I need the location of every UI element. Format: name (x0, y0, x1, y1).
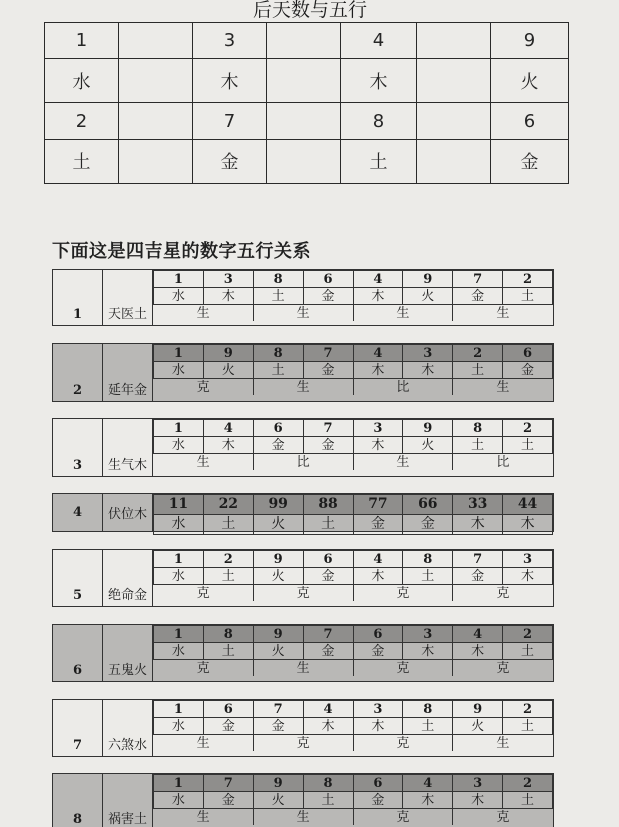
star-element: 木 (453, 792, 503, 809)
star-element: 金 (303, 362, 353, 379)
star-number: 2 (503, 701, 553, 718)
star-relation: 克 (196, 379, 210, 395)
houtian-cell: 土 (341, 139, 417, 183)
star-relation: 克 (353, 735, 453, 752)
star-number: 8 (403, 551, 453, 568)
star-element: 水 (154, 718, 204, 735)
star-number: 44 (503, 495, 553, 515)
star-relation: 生 (253, 809, 353, 826)
houtian-cell: 4 (341, 23, 417, 59)
star-element: 土 (403, 568, 453, 585)
star-number: 7 (253, 701, 303, 718)
houtian-cell (417, 139, 491, 183)
star-number: 6 (503, 345, 553, 362)
star-element: 土 (403, 718, 453, 735)
star-number: 4 (453, 626, 503, 643)
star-number: 3 (403, 345, 453, 362)
star-element: 木 (203, 288, 253, 305)
section-title: 下面这是四吉星的数字五行关系 (52, 241, 311, 262)
star-element: 水 (154, 568, 204, 585)
star-index: 8 (53, 774, 103, 827)
star-element: 金 (453, 568, 503, 585)
star-block (52, 624, 554, 682)
star-block (52, 343, 554, 402)
star-element: 木 (503, 568, 553, 585)
star-element: 金 (203, 718, 253, 735)
star-index: 5 (53, 550, 103, 606)
star-element: 金 (253, 437, 303, 454)
star-number: 9 (453, 701, 503, 718)
star-number: 2 (453, 345, 503, 362)
star-element: 水 (154, 792, 204, 809)
star-element: 土 (503, 718, 553, 735)
star-element: 火 (403, 288, 453, 305)
star-element: 金 (253, 718, 303, 735)
houtian-cell: 2 (45, 103, 119, 139)
star-number: 2 (503, 271, 553, 288)
star-name: 祸害土 (103, 774, 153, 827)
star-relation: 生 (353, 305, 453, 322)
star-element: 土 (303, 515, 353, 535)
star-relation: 生 (453, 305, 553, 322)
houtian-cell (267, 103, 341, 139)
star-block (52, 699, 554, 757)
star-element: 火 (253, 792, 303, 809)
star-relation: 生 (196, 735, 210, 751)
star-element: 水 (154, 643, 204, 660)
houtian-row (45, 23, 569, 59)
houtian-table (44, 22, 569, 184)
star-number: 9 (253, 775, 303, 792)
houtian-cell (267, 59, 341, 103)
star-number: 4 (353, 271, 403, 288)
star-element: 木 (353, 362, 403, 379)
star-relation: 比 (453, 454, 553, 471)
star-relation: 比 (253, 454, 353, 471)
star-number: 7 (303, 420, 353, 437)
star-relation: 克 (253, 585, 353, 602)
star-element: 木 (303, 718, 353, 735)
star-number: 9 (403, 271, 453, 288)
star-number: 1 (154, 271, 204, 288)
star-relation: 生 (196, 454, 210, 470)
star-index: 2 (53, 344, 103, 401)
star-element: 土 (253, 362, 303, 379)
star-element: 金 (203, 792, 253, 809)
star-relation: 生 (196, 305, 210, 321)
star-relation: 克 (196, 585, 210, 601)
houtian-cell (417, 59, 491, 103)
star-number: 7 (203, 775, 253, 792)
star-block (52, 493, 554, 532)
star-element: 木 (353, 288, 403, 305)
houtian-cell: 金 (491, 139, 569, 183)
star-element: 金 (303, 437, 353, 454)
star-number: 4 (353, 551, 403, 568)
star-element: 土 (503, 288, 553, 305)
star-number: 66 (403, 495, 453, 515)
star-number: 7 (453, 271, 503, 288)
star-number: 1 (154, 626, 204, 643)
star-number: 33 (453, 495, 503, 515)
star-element: 金 (303, 288, 353, 305)
star-number: 1 (154, 701, 204, 718)
star-relation: 生 (453, 379, 553, 396)
star-number: 11 (154, 495, 204, 515)
star-number: 7 (453, 551, 503, 568)
star-relation: 克 (453, 585, 553, 602)
houtian-cell: 3 (193, 23, 267, 59)
star-relation: 克 (353, 809, 453, 826)
star-element: 金 (353, 515, 403, 535)
star-number: 2 (503, 626, 553, 643)
star-element: 火 (453, 718, 503, 735)
star-number: 1 (154, 551, 204, 568)
star-index: 3 (53, 419, 103, 476)
star-number: 3 (453, 775, 503, 792)
houtian-cell (119, 59, 193, 103)
star-block (52, 418, 554, 477)
star-element: 木 (403, 362, 453, 379)
star-relation: 生 (253, 660, 353, 677)
houtian-cell: 金 (193, 139, 267, 183)
star-number: 4 (353, 345, 403, 362)
star-number: 88 (303, 495, 353, 515)
star-number: 1 (154, 775, 204, 792)
star-element: 土 (203, 643, 253, 660)
star-number: 6 (353, 626, 403, 643)
star-index: 4 (53, 494, 103, 531)
star-element: 金 (303, 643, 353, 660)
star-name: 天医土 (103, 270, 153, 325)
star-relation: 克 (196, 660, 210, 676)
star-number: 9 (403, 420, 453, 437)
star-element: 火 (403, 437, 453, 454)
star-number: 9 (253, 626, 303, 643)
star-index: 7 (53, 700, 103, 756)
star-number: 3 (403, 626, 453, 643)
star-element: 金 (453, 288, 503, 305)
star-relation: 克 (453, 660, 553, 677)
star-name: 六煞水 (103, 700, 153, 756)
star-relation: 生 (253, 305, 353, 322)
star-block (52, 269, 554, 326)
star-name: 五鬼火 (103, 625, 153, 681)
star-number: 1 (154, 345, 204, 362)
houtian-cell: 木 (341, 59, 417, 103)
star-element: 金 (403, 515, 453, 535)
houtian-cell: 8 (341, 103, 417, 139)
star-element: 土 (303, 792, 353, 809)
star-number: 4 (303, 701, 353, 718)
star-element: 金 (503, 362, 553, 379)
star-element: 木 (503, 515, 553, 535)
star-number: 7 (303, 626, 353, 643)
star-element: 木 (353, 437, 403, 454)
star-name: 延年金 (103, 344, 153, 401)
star-number: 3 (503, 551, 553, 568)
star-element: 水 (154, 437, 204, 454)
star-number: 8 (253, 345, 303, 362)
houtian-row (45, 59, 569, 103)
star-number: 4 (203, 420, 253, 437)
houtian-cell (119, 103, 193, 139)
star-number: 99 (253, 495, 303, 515)
star-block (52, 773, 554, 827)
star-relation: 生 (253, 379, 353, 396)
star-element: 金 (353, 792, 403, 809)
star-relation: 比 (353, 379, 453, 396)
star-element: 土 (203, 568, 253, 585)
star-number: 8 (303, 775, 353, 792)
houtian-table-title: 后天数与五行 (200, 0, 420, 22)
star-relation: 生 (196, 809, 210, 825)
star-number: 6 (253, 420, 303, 437)
houtian-cell (417, 23, 491, 59)
star-name: 伏位木 (103, 494, 153, 531)
star-number: 9 (203, 345, 253, 362)
star-element: 土 (453, 437, 503, 454)
star-number: 9 (253, 551, 303, 568)
star-number: 1 (154, 420, 204, 437)
star-element: 金 (353, 643, 403, 660)
houtian-cell (417, 103, 491, 139)
star-number: 6 (353, 775, 403, 792)
star-number: 22 (203, 495, 253, 515)
star-number: 7 (303, 345, 353, 362)
star-element: 土 (203, 515, 253, 535)
star-relation: 生 (353, 454, 453, 471)
star-number: 8 (453, 420, 503, 437)
star-block (52, 549, 554, 607)
houtian-cell (119, 139, 193, 183)
star-number: 6 (203, 701, 253, 718)
houtian-cell (267, 23, 341, 59)
star-relation: 克 (253, 735, 353, 752)
star-number: 3 (353, 701, 403, 718)
star-number: 2 (503, 775, 553, 792)
star-element: 水 (154, 362, 204, 379)
star-relation: 克 (353, 585, 453, 602)
star-element: 火 (203, 362, 253, 379)
star-element: 土 (503, 437, 553, 454)
star-element: 火 (253, 643, 303, 660)
houtian-cell: 木 (193, 59, 267, 103)
houtian-cell (119, 23, 193, 59)
star-relation: 克 (453, 809, 553, 826)
houtian-cell: 土 (45, 139, 119, 183)
star-number: 3 (353, 420, 403, 437)
star-number: 6 (303, 271, 353, 288)
star-number: 8 (253, 271, 303, 288)
star-number: 8 (203, 626, 253, 643)
houtian-cell (267, 139, 341, 183)
star-number: 3 (203, 271, 253, 288)
star-element: 木 (403, 643, 453, 660)
star-relation: 克 (353, 660, 453, 677)
star-element: 木 (353, 568, 403, 585)
houtian-cell: 7 (193, 103, 267, 139)
star-index: 6 (53, 625, 103, 681)
houtian-cell: 水 (45, 59, 119, 103)
houtian-cell: 6 (491, 103, 569, 139)
star-element: 木 (353, 718, 403, 735)
star-number: 2 (203, 551, 253, 568)
star-element: 火 (253, 515, 303, 535)
star-element: 金 (303, 568, 353, 585)
star-element: 土 (503, 792, 553, 809)
star-number: 2 (503, 420, 553, 437)
star-element: 木 (453, 643, 503, 660)
star-element: 木 (403, 792, 453, 809)
houtian-cell: 火 (491, 59, 569, 103)
star-element: 木 (203, 437, 253, 454)
star-element: 水 (154, 288, 204, 305)
star-index: 1 (53, 270, 103, 325)
star-number: 6 (303, 551, 353, 568)
star-relation: 生 (453, 735, 553, 752)
star-element: 水 (154, 515, 204, 535)
star-number: 8 (403, 701, 453, 718)
star-number: 77 (353, 495, 403, 515)
star-element: 土 (453, 362, 503, 379)
star-element: 土 (503, 643, 553, 660)
houtian-cell: 1 (45, 23, 119, 59)
star-element: 火 (253, 568, 303, 585)
houtian-row (45, 103, 569, 139)
star-number: 4 (403, 775, 453, 792)
houtian-cell: 9 (491, 23, 569, 59)
houtian-row (45, 139, 569, 183)
star-name: 生气木 (103, 419, 153, 476)
star-element: 土 (253, 288, 303, 305)
star-element: 木 (453, 515, 503, 535)
star-name: 绝命金 (103, 550, 153, 606)
